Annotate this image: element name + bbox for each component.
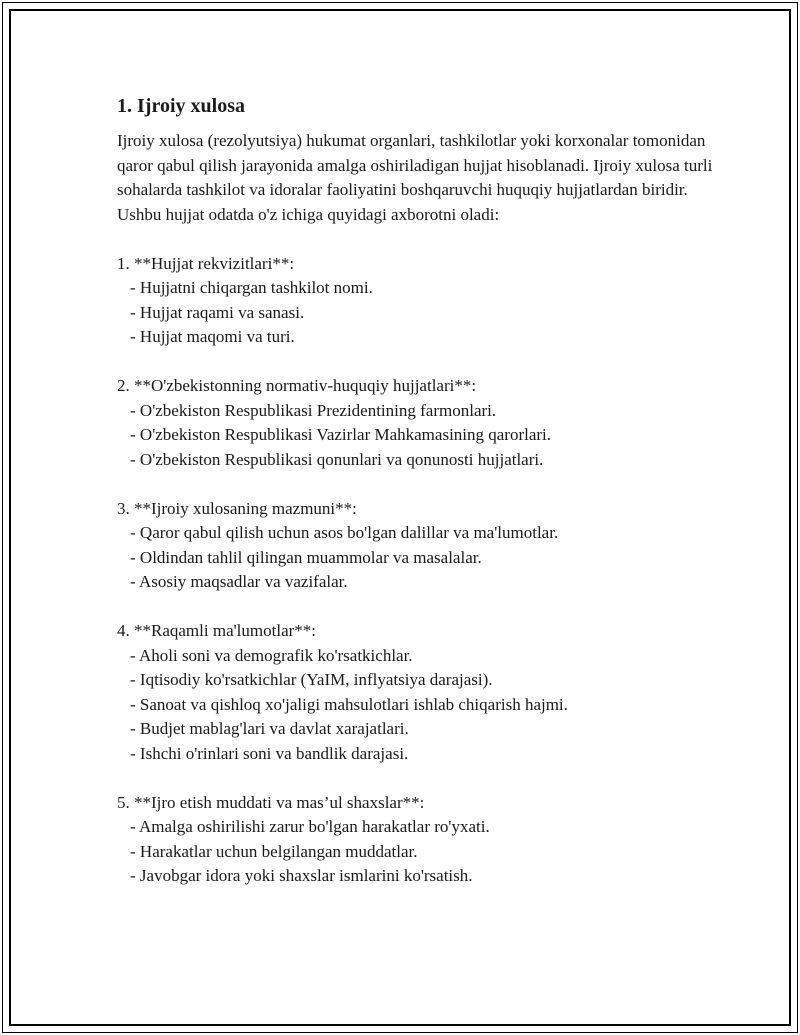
intro-paragraph: Ijroiy xulosa (rezolyutsiya) hukumat organlari, tashkilotlar yoki korxonalar tomonidan qaror qabul qilish jarayonida amalga oshiriladigan hujjat hisoblanadi. Ijroiy xulosa turli sohalarda tashkilot va idoralar faoliyatini boshqaruvchi huquqiy hujjatlardan biridir. Ushbu hujjat odatda o'z ichiga quyidagi axborotni oladi:	[117, 131, 713, 224]
section-requisites	[117, 252, 717, 350]
list-item: - O'zbekiston Respublikasi qonunlari va qonunosti hujjatlari.	[130, 449, 544, 469]
section-title: 2. **O'zbekistonning normativ-huquqiy hujjatlari**:	[117, 376, 477, 395]
list-item: - Iqtisodiy ko'rsatkichlar (YaIM, inflyatsiya darajasi).	[130, 670, 493, 689]
list-item: - Amalga oshirilishi zarur bo'lgan harakatlar ro'yxati.	[130, 817, 490, 836]
document-body	[117, 93, 717, 889]
section-numeric-data	[117, 619, 717, 766]
list-item: - Budjet mablag'lari va davlat xarajatlari.	[130, 719, 409, 738]
section-title: 1. **Hujjat rekvizitlari**:	[117, 253, 295, 273]
section-deadlines	[117, 791, 717, 889]
list-item: - Hujjat raqami va sanasi.	[130, 302, 305, 322]
list-item: - Ishchi o'rinlari soni va bandlik darajasi.	[130, 743, 409, 763]
section-title: 5. **Ijro etish muddati va mas’ul shaxslar**:	[117, 792, 425, 812]
list-item: - Qaror qabul qilish uchun asos bo'lgan dalillar va ma'lumotlar.	[130, 523, 559, 542]
list-item: - O'zbekiston Respublikasi Vazirlar Mahkamasining qarorlari.	[130, 425, 552, 444]
section-title: 4. **Raqamli ma'lumotlar**:	[117, 621, 317, 640]
list-item: - Harakatlar uchun belgilangan muddatlar.	[130, 841, 418, 861]
list-item: - Oldindan tahlil qilingan muammolar va masalalar.	[130, 547, 482, 567]
section-heading: 1. Ijroiy xulosa	[117, 95, 245, 117]
list-item: - Hujjatni chiqargan tashkilot nomi.	[130, 278, 373, 297]
list-item: - Hujjat maqomi va turi.	[130, 327, 295, 346]
section-legal-documents	[117, 374, 717, 472]
section-title: 3. **Ijroiy xulosaning mazmuni**:	[117, 498, 357, 518]
section-content	[117, 497, 717, 595]
list-item: - Aholi soni va demografik ko'rsatkichlar.	[130, 645, 413, 665]
list-item: - Asosiy maqsadlar va vazifalar.	[130, 572, 348, 591]
list-item: - O'zbekiston Respublikasi Prezidentining farmonlari.	[130, 400, 497, 420]
list-item: - Sanoat va qishloq xo'jaligi mahsulotlari ishlab chiqarish hajmi.	[130, 694, 568, 714]
list-item: - Javobgar idora yoki shaxslar ismlarini ko'rsatish.	[130, 866, 473, 885]
